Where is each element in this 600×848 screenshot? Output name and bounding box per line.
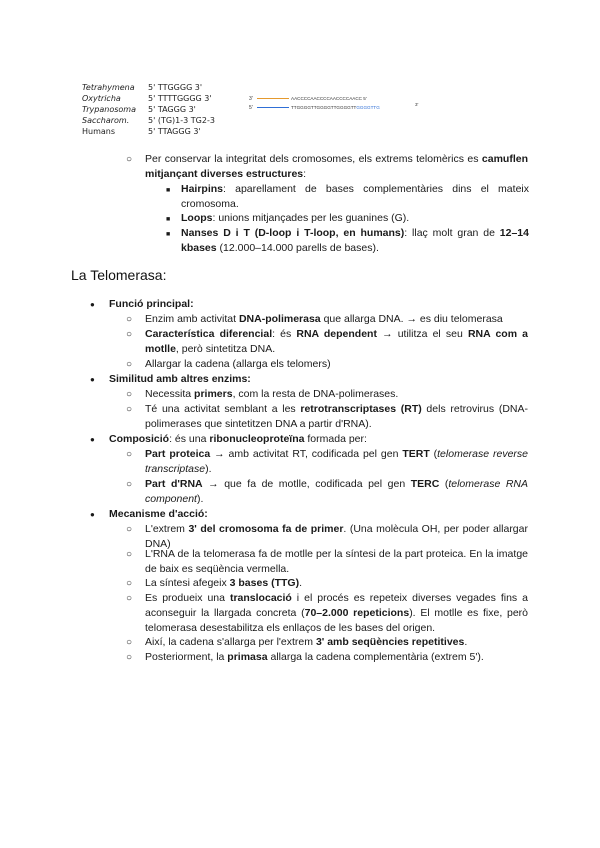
mecanisme-heading: ● Mecanisme d'acció: xyxy=(109,507,529,522)
similitud-text: , com la resta de DNA-polimerases. xyxy=(232,388,399,400)
species-name: Humans xyxy=(82,127,116,136)
similitud-text: dels retrovirus (DNA-polimerases que sintetitzen DNA a partir d'RNA). xyxy=(145,403,528,430)
species-row xyxy=(82,115,215,126)
funcio-heading: ● Funció principal: xyxy=(109,297,529,312)
funcio-heading-text: Funció principal xyxy=(109,298,191,310)
composicio-item xyxy=(145,477,528,507)
intro-colon: : xyxy=(303,168,307,180)
mecanisme-item xyxy=(145,547,528,577)
composicio-bold: ribonucleoproteïna xyxy=(209,433,305,445)
mecanisme-text: . (Una molècula OH, per poder allargar DNA) xyxy=(145,523,528,550)
mecanisme-heading-text: Mecanisme d'acció xyxy=(109,508,205,520)
funcio-text: : és xyxy=(272,328,297,340)
gene-tert: TERT xyxy=(402,448,430,460)
species-name: Trypanosoma xyxy=(82,105,136,114)
diagram-top-label: 3' xyxy=(249,96,253,102)
mecanisme-text: i el procés es repeteix diverses vegades fins a aconseguir la llargada concreta ( xyxy=(145,592,528,619)
species-sequence: 5' TTGGGG 3' xyxy=(148,83,203,92)
mecanisme-text: Posteriorment, la xyxy=(145,651,228,663)
mecanisme-text: ). El motlle es fixe, però telomerasa desestabilitza els enllaços de les bases del origen. xyxy=(145,607,528,634)
mecanisme-item xyxy=(145,635,528,650)
funcio-text: que allarga DNA. → es diu telomerasa xyxy=(320,313,503,325)
diagram-bottom-sequence xyxy=(291,105,380,110)
species-row xyxy=(82,126,215,137)
loops-term: Loops xyxy=(181,212,213,224)
composicio-text: ). xyxy=(205,463,212,475)
species-sequence: 5' TAGGG 3' xyxy=(148,105,196,114)
mecanisme-bold: 70–2.000 repeticions xyxy=(304,607,410,619)
composicio-text: ( xyxy=(429,448,438,460)
funcio-bold: Característica diferencial xyxy=(145,328,273,340)
hairpins-item xyxy=(181,182,529,212)
mecanisme-text: La síntesi afegeix xyxy=(145,577,230,589)
composicio-text: : és una xyxy=(169,433,210,445)
funcio-text: Allargar la cadena (allarga els telomers) xyxy=(145,358,331,370)
diagram-bottom-label: 5' xyxy=(249,105,253,111)
species-row xyxy=(82,93,215,104)
funcio-text: , però sintetitza DNA. xyxy=(175,343,276,355)
funcio-item xyxy=(145,357,528,372)
funcio-bold: RNA dependent xyxy=(296,328,377,340)
species-name: Tetrahymena xyxy=(82,83,135,92)
mecanisme-text: . xyxy=(464,636,468,648)
species-sequence: 5' TTAGGG 3' xyxy=(148,127,201,136)
diagram-bottom-paired: TTGGGGTTGGGGTTGGGGTT xyxy=(291,105,357,110)
composicio-bold: Part d'RNA xyxy=(145,478,203,490)
mecanisme-text: Així, la cadena s'allarga per l'extrem xyxy=(145,636,316,648)
similitud-bold: primers xyxy=(194,388,233,400)
mecanisme-item xyxy=(145,576,528,591)
hairpins-term: Hairpins xyxy=(181,183,224,195)
mecanisme-bold: 3' del cromosoma fa de primer xyxy=(188,523,344,535)
mecanisme-text: allarga la cadena complementària (extrem 5'). xyxy=(267,651,484,663)
similitud-heading-text: Similitud amb altres enzims xyxy=(109,373,248,385)
intro-bold: camuflen mitjançant diverses estructures xyxy=(145,153,528,180)
composicio-text: ). xyxy=(196,493,204,505)
nanses-text-end: (12.000–14.000 parells de bases). xyxy=(216,242,379,254)
species-name: Oxytricha xyxy=(82,94,121,103)
gene-terc: TERC xyxy=(410,478,440,490)
section-title: La Telomerasa: xyxy=(71,267,167,283)
funcio-bold: RNA com a motlle xyxy=(145,328,528,355)
mecanisme-bold: primasa xyxy=(227,651,268,663)
intro-text: Per conservar la integritat dels cromosomes, els extrems telomèrics es xyxy=(145,153,479,165)
composicio-text: → que fa de motlle, codificada pel gen xyxy=(202,478,411,490)
species-sequence: 5' TTTTGGGG 3' xyxy=(148,94,212,103)
diagram-top-sequence: AACCCCAACCCCAACCCCAACC 5' xyxy=(291,96,367,101)
species-sequence: 5' (TG)1-3 TG2-3 xyxy=(148,116,215,125)
nanses-size: 12–14 kbases xyxy=(181,227,529,254)
telomere-sequence-table xyxy=(82,82,215,137)
composicio-text: → amb activitat RT, codificada pel gen xyxy=(210,448,403,460)
mecanisme-item xyxy=(145,650,528,665)
mecanisme-bold: 3' amb seqüències repetitives xyxy=(315,636,465,648)
funcio-bold: DNA-polimerasa xyxy=(238,313,321,325)
funcio-text: → utilitza el seu xyxy=(376,328,468,340)
funcio-item xyxy=(145,312,528,327)
composicio-item xyxy=(145,447,528,477)
mecanisme-bold: translocació xyxy=(229,592,292,604)
mecanisme-text: . xyxy=(299,577,302,589)
loops-text: : unions mitjançades per les guanines (G). xyxy=(212,212,410,224)
composicio-heading xyxy=(109,432,529,447)
intro-paragraph xyxy=(145,152,528,182)
nanses-text: : llaç molt gran de xyxy=(404,227,500,239)
species-name: Saccharom. xyxy=(82,116,130,125)
hairpins-text: : aparellament de bases complementàries dins el mateix cromosoma. xyxy=(181,183,529,210)
species-row xyxy=(82,104,215,115)
composicio-text: formada per: xyxy=(304,433,367,445)
mecanisme-bold: 3 bases (TTG) xyxy=(229,577,300,589)
species-row xyxy=(82,82,215,93)
composicio-bold: Part proteica xyxy=(145,448,211,460)
composicio-italic: telomerase reverse transcriptase xyxy=(145,448,528,475)
similitud-heading: ● Similitud amb altres enzims: xyxy=(109,372,529,387)
diagram-bottom-end: 3' xyxy=(415,102,419,107)
funcio-text: Enzim amb activitat xyxy=(145,313,239,325)
loops-item xyxy=(181,211,529,226)
similitud-text: Té una activitat semblant a les xyxy=(145,403,301,415)
composicio-text: ( xyxy=(439,478,449,490)
mecanisme-text: L'extrem xyxy=(145,523,189,535)
mecanisme-text: Es produeix una xyxy=(145,592,230,604)
composicio-italic: telomerase RNA component xyxy=(145,478,528,505)
funcio-item xyxy=(145,327,528,357)
diagram-overhang: GGGGTTG xyxy=(356,105,380,110)
nanses-term: Nanses D i T (D-loop i T-loop, en humans) xyxy=(181,227,405,239)
composicio-heading-text: Composició xyxy=(109,433,170,445)
telomere-overhang-diagram xyxy=(249,94,429,114)
mecanisme-text: L'RNA de la telomerasa fa de motlle per la síntesi de la part proteica. En la imatge de baix es seqüència vermella. xyxy=(145,548,528,575)
similitud-text: Necessita xyxy=(145,388,195,400)
similitud-item xyxy=(145,402,528,432)
mecanisme-item xyxy=(145,591,528,636)
similitud-bold: retrotranscriptases (RT) xyxy=(300,403,422,415)
similitud-item xyxy=(145,387,528,402)
nanses-item xyxy=(181,226,529,256)
